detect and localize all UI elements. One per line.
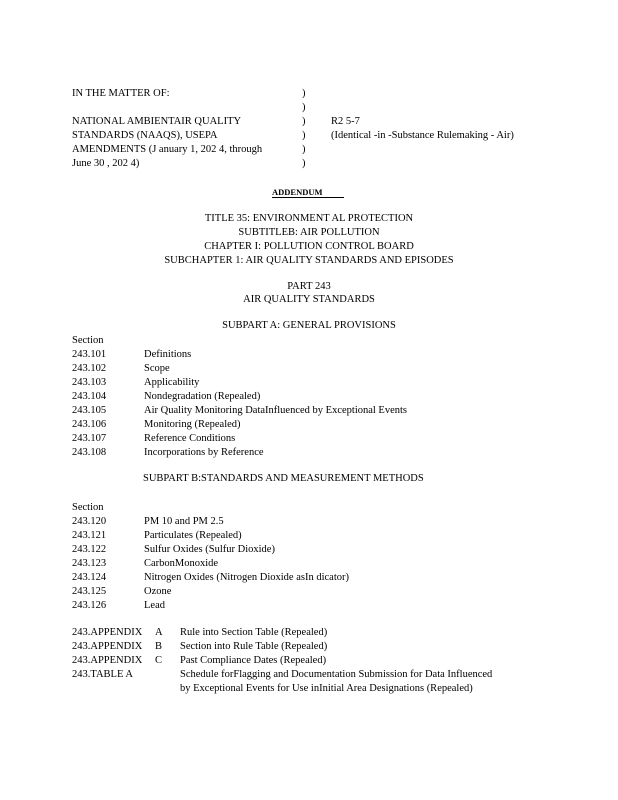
section-title: Ozone (144, 586, 172, 597)
section-number: 243.104 (72, 391, 107, 402)
appendix-title: Section into Rule Table (Repealed) (180, 641, 328, 652)
appendix-letter: C (155, 655, 163, 666)
caption-paren: ) (302, 88, 306, 99)
caption-paren: ) (302, 130, 306, 141)
section-number: 243.125 (72, 586, 107, 597)
section-number: 243.103 (72, 377, 107, 388)
part-name: AIR QUALITY STANDARDS (243, 294, 375, 305)
section-number: 243.126 (72, 600, 107, 611)
table-number: 243.TABLE A (72, 669, 133, 680)
section-number: 243.107 (72, 433, 107, 444)
subtitle-heading: SUBTITLEB: AIR POLLUTION (238, 227, 380, 238)
section-number: 243.120 (72, 516, 107, 527)
section-title: Applicability (144, 377, 200, 388)
appendix-number: 243.APPENDIX (72, 627, 143, 638)
part-number: PART 243 (287, 281, 331, 292)
section-title: PM 10 and PM 2.5 (144, 516, 224, 527)
section-title: Sulfur Oxides (Sulfur Dioxide) (144, 544, 275, 555)
subpart-a-heading: SUBPART A: GENERAL PROVISIONS (222, 320, 396, 331)
appendix-number: 243.APPENDIX (72, 655, 143, 666)
section-number: 243.102 (72, 363, 107, 374)
section-title: Air Quality Monitoring DataInfluenced by Exceptional Events (144, 405, 408, 416)
section-title: Lead (144, 600, 165, 611)
caption-line: STANDARDS (NAAQS), USEPA (72, 130, 218, 141)
table-title-line2: by Exceptional Events for Use inInitial Area Designations (Repealed) (180, 683, 473, 694)
subpart-b-heading: SUBPART B:STANDARDS AND MEASUREMENT METHODS (143, 473, 424, 484)
caption-line: AMENDMENTS (J anuary 1, 202 4, through (72, 144, 263, 155)
section-label: Section (72, 335, 104, 346)
section-title: Incorporations by Reference (144, 447, 264, 458)
section-number: 243.101 (72, 349, 107, 360)
section-number: 243.123 (72, 558, 107, 569)
docket-note: (Identical -in -Substance Rulemaking - Air) (331, 130, 514, 141)
section-title: CarbonMonoxide (144, 558, 219, 569)
section-title: Scope (144, 363, 170, 374)
caption-line: NATIONAL AMBIENTAIR QUALITY (72, 116, 242, 127)
section-label: Section (72, 502, 104, 513)
section-title: Particulates (Repealed) (144, 530, 242, 541)
section-title: Nitrogen Oxides (Nitrogen Dioxide asIn dicator) (144, 572, 349, 583)
section-title: Reference Conditions (144, 433, 236, 444)
section-title: Definitions (144, 349, 192, 360)
chapter-heading: CHAPTER I: POLLUTION CONTROL BOARD (204, 241, 414, 252)
section-number: 243.124 (72, 572, 107, 583)
caption-line: IN THE MATTER OF: (72, 88, 170, 99)
section-number: 243.122 (72, 544, 107, 555)
section-number: 243.106 (72, 419, 107, 430)
appendix-number: 243.APPENDIX (72, 641, 143, 652)
caption-paren: ) (302, 116, 306, 127)
caption-paren: ) (302, 102, 306, 113)
section-number: 243.105 (72, 405, 107, 416)
section-number: 243.121 (72, 530, 107, 541)
addendum-label: ADDENDUM (272, 187, 323, 197)
appendix-title: Past Compliance Dates (Repealed) (180, 655, 327, 666)
appendix-letter: A (155, 627, 163, 638)
section-number: 243.108 (72, 447, 107, 458)
table-title-line1: Schedule forFlagging and Documentation Submission for Data Influenced (180, 669, 493, 680)
section-title: Nondegradation (Repealed) (144, 391, 261, 402)
caption-line: June 30 , 202 4) (72, 158, 140, 169)
caption-paren: ) (302, 144, 306, 155)
title-heading: TITLE 35: ENVIRONMENT AL PROTECTION (204, 213, 414, 224)
docket-number: R2 5-7 (331, 116, 360, 127)
appendix-letter: B (155, 641, 163, 652)
section-title: Monitoring (Repealed) (144, 419, 241, 430)
subchapter-heading: SUBCHAPTER 1: AIR QUALITY STANDARDS AND EPISODES (164, 255, 454, 266)
caption-paren: ) (302, 158, 306, 169)
appendix-title: Rule into Section Table (Repealed) (180, 627, 328, 638)
addendum-underline (272, 197, 344, 198)
